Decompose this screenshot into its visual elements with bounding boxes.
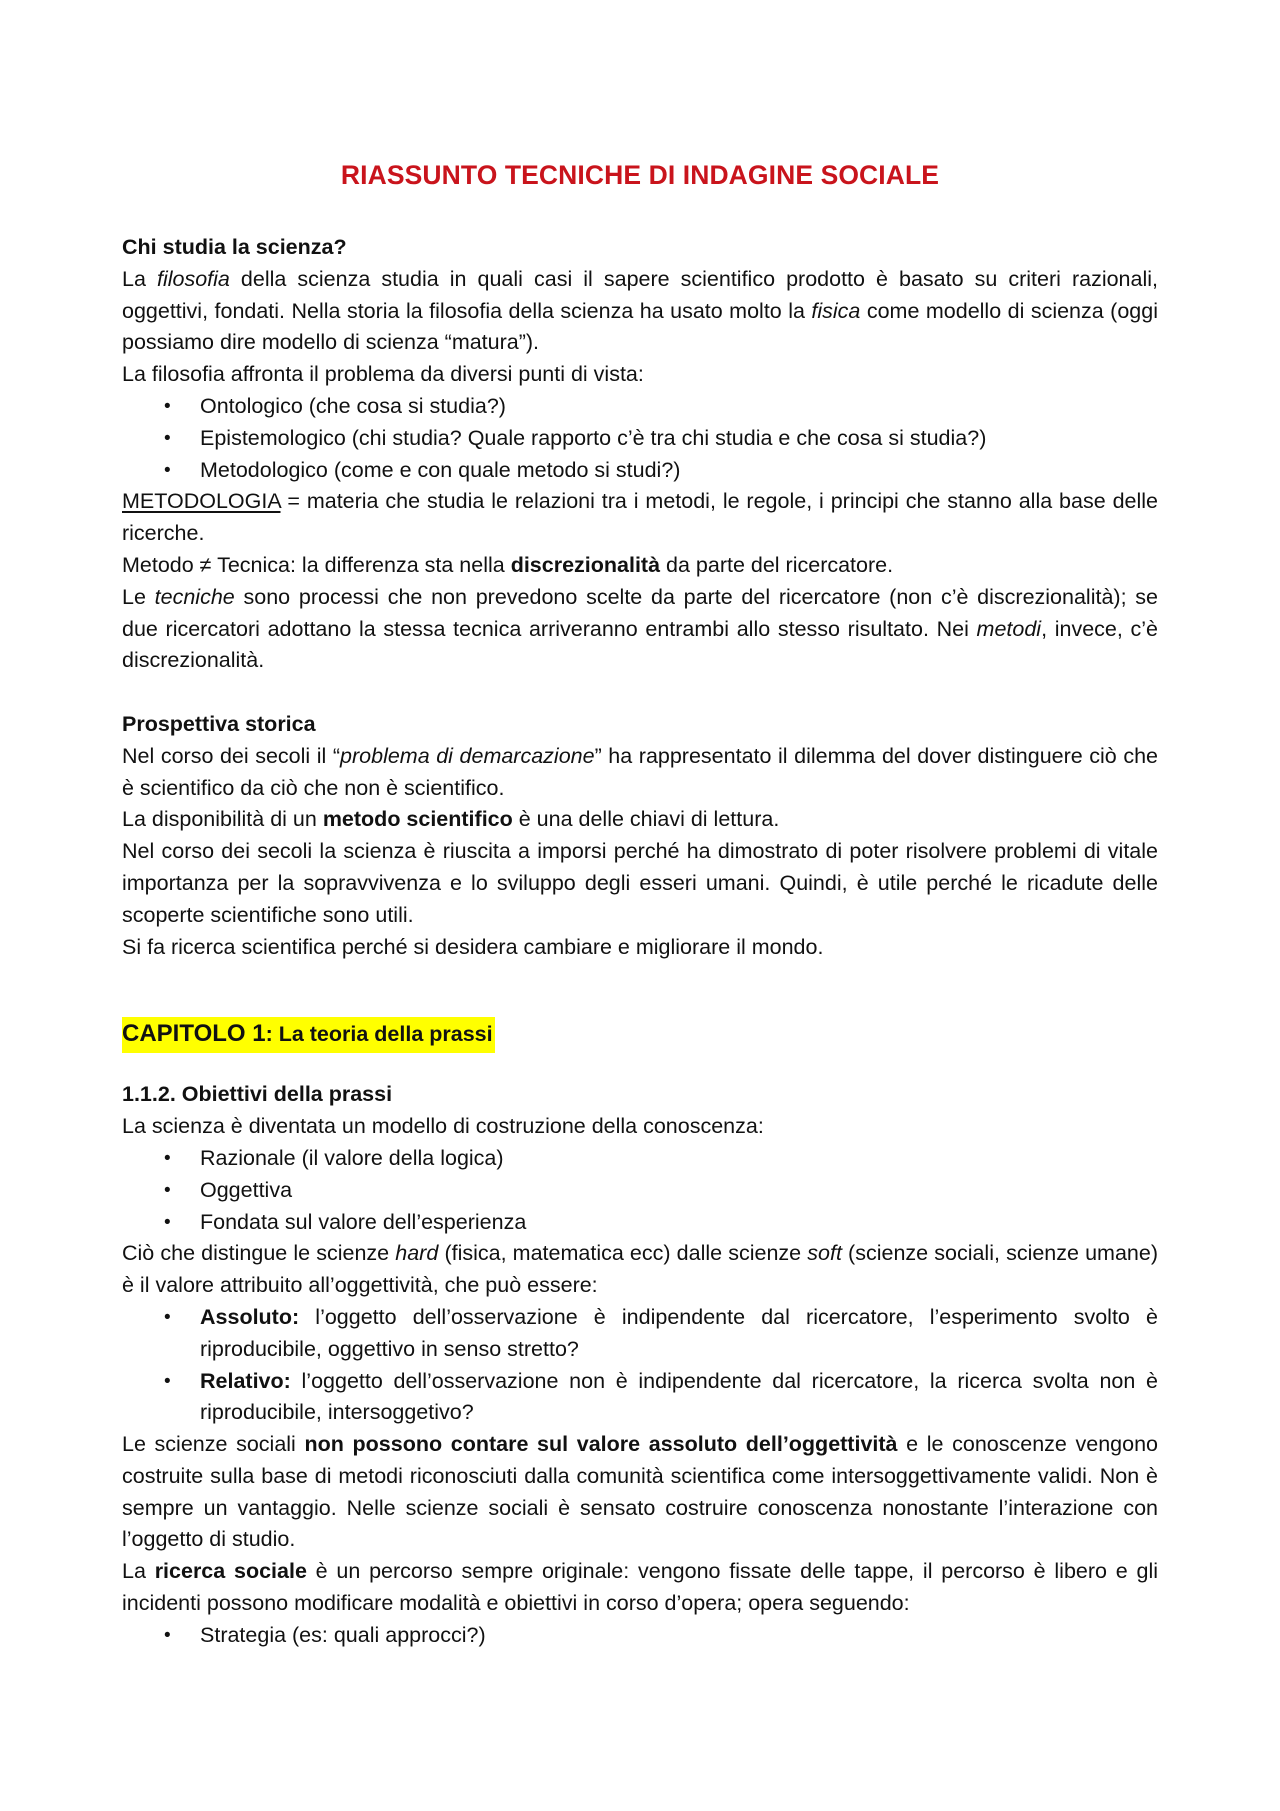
bold-term: ricerca sociale bbox=[154, 1559, 307, 1584]
bullet-icon: • bbox=[164, 459, 171, 481]
section-heading-prospettiva-storica: Prospettiva storica bbox=[122, 711, 316, 736]
list-item-text: Razionale (il valore della logica) bbox=[200, 1145, 504, 1170]
list-item bbox=[122, 423, 1158, 455]
italic-term: problema di demarcazione bbox=[340, 743, 595, 768]
paragraph-metodologia bbox=[122, 486, 1158, 550]
italic-term: soft bbox=[807, 1241, 842, 1266]
paragraph-scienze-sociali bbox=[122, 1429, 1158, 1556]
text-run: (fisica, matematica ecc) dalle scienze bbox=[438, 1241, 808, 1266]
paragraph-tecniche bbox=[122, 582, 1158, 677]
paragraph-modello-conoscenza: La scienza è diventata un modello di costruzione della conoscenza: bbox=[122, 1114, 764, 1139]
list-item-text: Fondata sul valore dell’esperienza bbox=[200, 1209, 527, 1234]
text-run: , invece, c’è discrezionalità. bbox=[122, 616, 1159, 673]
paragraph-filosofia bbox=[122, 264, 1158, 359]
list-item-text: l’oggetto dell’osservazione non è indipendente dal ricercatore, la ricerca svolta non è riproducibile, intersoggetivo? bbox=[200, 1368, 1158, 1425]
bullet-icon: • bbox=[164, 1211, 171, 1233]
list-item bbox=[122, 1620, 1158, 1652]
bold-term: discrezionalità bbox=[510, 552, 661, 577]
spacer bbox=[122, 963, 1158, 1017]
italic-term: metodi bbox=[976, 616, 1042, 641]
bold-term: non possono contare sul valore assoluto dell’oggettività bbox=[304, 1432, 898, 1457]
bold-term: metodo scientifico bbox=[322, 807, 513, 832]
chapter-title: : La teoria della prassi bbox=[265, 1022, 493, 1047]
list-item bbox=[122, 1143, 1158, 1175]
chapter-heading bbox=[122, 1017, 1158, 1053]
italic-term: hard bbox=[395, 1241, 439, 1266]
text-run: (scienze sociali, scienze umane) è il valore attribuito all’oggettività, che può essere: bbox=[122, 1241, 1159, 1298]
text-run: La bbox=[122, 1559, 155, 1584]
text-run: La disponibilità di un bbox=[122, 807, 323, 832]
text-run: è una delle chiavi di lettura. bbox=[512, 807, 780, 832]
bold-term: Relativo: bbox=[200, 1368, 291, 1393]
text-run: sono processi che non prevedono scelte da parte del ricercatore (non c’è discrezionalità); se due ricercatori adottano la stessa tecnica arriveranno entrambi allo stesso risultato. Nei bbox=[122, 584, 1158, 641]
paragraph-demarcazione bbox=[122, 741, 1158, 805]
text-run: della scienza studia in quali casi il sapere scientifico prodotto è basato su criteri razionali, oggettivi, fondati. Nella storia la filosofia della scienza ha usato molto la bbox=[122, 266, 1158, 323]
underlined-term: METODOLOGIA bbox=[122, 489, 281, 514]
chapter-highlight bbox=[122, 1017, 495, 1053]
text-run: ” ha rappresentato il dilemma del dover distinguere ciò che è scientifico da ciò che non è scientifico. bbox=[122, 743, 1158, 800]
list-item-text: Epistemologico (chi studia? Quale rapporto c’è tra chi studia e che cosa si studia?) bbox=[200, 425, 987, 450]
bullet-icon: • bbox=[164, 1179, 171, 1201]
paragraph-metodo-tecnica bbox=[122, 550, 1158, 582]
text-run: La bbox=[122, 266, 157, 291]
italic-term: fisica bbox=[811, 298, 861, 323]
list-item-text: Metodologico (come e con quale metodo si studi?) bbox=[200, 457, 681, 482]
bullet-list-punti-di-vista bbox=[122, 391, 1158, 486]
list-item-text: Strategia (es: quali approcci?) bbox=[200, 1622, 486, 1647]
list-item bbox=[122, 1302, 1158, 1366]
italic-term: tecniche bbox=[154, 584, 235, 609]
paragraph-ricerca-sociale bbox=[122, 1556, 1158, 1620]
text-run: Ciò che distingue le scienze bbox=[122, 1241, 396, 1266]
spacer bbox=[122, 1053, 1158, 1079]
list-item-text: Ontologico (che cosa si studia?) bbox=[200, 393, 506, 418]
text-run: è un percorso sempre originale: vengono fissate delle tappe, il percorso è libero e gli incidenti possono modificare modalità e obiettivi in corso d’opera; opera seguendo: bbox=[122, 1559, 1158, 1616]
text-run: = materia che studia le relazioni tra i metodi, le regole, i principi che stanno alla base delle ricerche. bbox=[122, 489, 1158, 546]
paragraph-hard-soft bbox=[122, 1238, 1158, 1302]
bullet-icon: • bbox=[164, 395, 171, 417]
list-item bbox=[122, 1207, 1158, 1239]
list-item-text: l’oggetto dell’osservazione è indipendente dal ricercatore, l’esperimento svolto è riproducibile, oggettivo in senso stretto? bbox=[200, 1304, 1158, 1361]
bullet-list-conoscenza bbox=[122, 1143, 1158, 1238]
text-run: da parte del ricercatore. bbox=[660, 552, 894, 577]
bullet-list-oggettivita bbox=[122, 1302, 1158, 1429]
text-run: Nel corso dei secoli il “ bbox=[122, 743, 341, 768]
list-item bbox=[122, 1366, 1158, 1430]
document-title: RIASSUNTO TECNICHE DI INDAGINE SOCIALE bbox=[340, 160, 940, 190]
italic-term: filosofia bbox=[156, 266, 230, 291]
bullet-icon: • bbox=[164, 427, 171, 449]
list-item-text: Oggettiva bbox=[200, 1177, 293, 1202]
spacer bbox=[122, 677, 1158, 709]
list-item bbox=[122, 391, 1158, 423]
text-run: come modello di scienza (oggi possiamo dire modello di scienza “matura”). bbox=[122, 298, 1158, 355]
text-run: Metodo ≠ Tecnica: la differenza sta nella bbox=[122, 552, 511, 577]
chapter-label: CAPITOLO 1 bbox=[122, 1020, 266, 1048]
bullet-icon: • bbox=[164, 1147, 171, 1169]
section-heading-obiettivi: 1.1.2. Obiettivi della prassi bbox=[122, 1082, 393, 1107]
bullet-icon: • bbox=[164, 1306, 171, 1328]
list-item bbox=[122, 455, 1158, 487]
text-run: e le conoscenze vengono costruite sulla base di metodi riconosciuti dalla comunità scientifica come intersoggettivamente validi. Non è sempre un vantaggio. Nelle scienze sociali è sensato costruire conoscenza nonostante l’interazione con l’oggetto di studio. bbox=[122, 1432, 1158, 1552]
text-run: Le scienze sociali bbox=[122, 1432, 305, 1457]
paragraph-metodo-scientifico bbox=[122, 804, 1158, 836]
list-item bbox=[122, 1175, 1158, 1207]
text-run: Le bbox=[122, 584, 155, 609]
bullet-icon: • bbox=[164, 1370, 171, 1392]
bold-term: Assoluto: bbox=[200, 1304, 300, 1329]
paragraph-punti-di-vista: La filosofia affronta il problema da diversi punti di vista: bbox=[122, 362, 644, 387]
bullet-icon: • bbox=[164, 1624, 171, 1646]
section-heading-chi-studia: Chi studia la scienza? bbox=[122, 235, 347, 259]
paragraph-ricerca-scientifica: Si fa ricerca scientifica perché si desidera cambiare e migliorare il mondo. bbox=[122, 934, 824, 959]
bullet-list-strategia bbox=[122, 1620, 1158, 1652]
paragraph-imporsi: Nel corso dei secoli la scienza è riuscita a imporsi perché ha dimostrato di poter risolvere problemi di vitale importanza per la sopravvivenza e lo sviluppo degli esseri umani. Quindi, è utile perché le ricadute delle scoperte scientifiche sono utili. bbox=[122, 839, 1158, 927]
